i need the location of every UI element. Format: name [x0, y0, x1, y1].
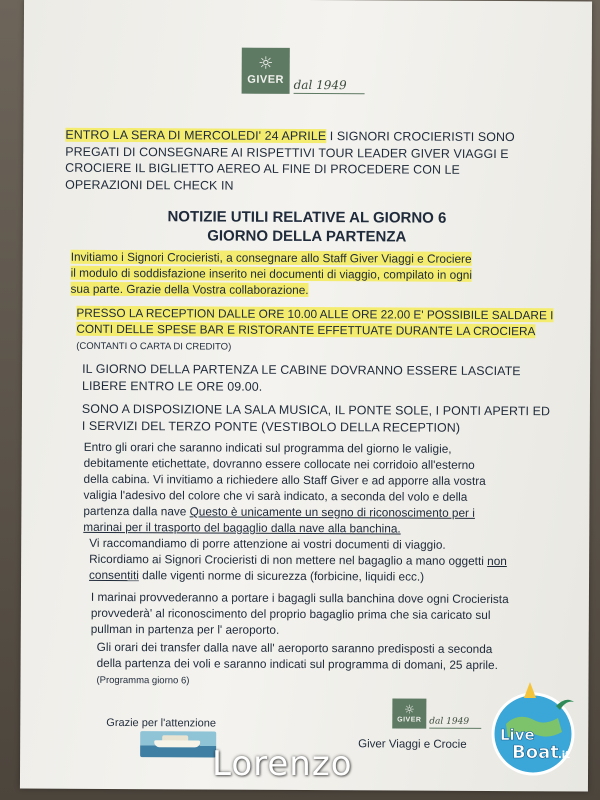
facilities-line1: SONO A DISPOSIZIONE LA SALA MUSICA, IL PONTE SOLE, I PONTI APERTI ED [81, 401, 551, 419]
feedback-line3: sua parte. Grazie della Vostra collaborazione. [70, 281, 309, 298]
sailors-line2: provvederà' al riconoscimento del proprio bagaglio prima che sia caricato sul [90, 605, 491, 622]
transfer-line3: (Programma giorno 6) [96, 674, 190, 687]
logo-brand-text: GIVER [247, 73, 285, 86]
badge-tld-text: .it [558, 750, 571, 761]
giver-logo-small-mark [392, 698, 426, 728]
intro-line1-rest: I SIGNORI CROCIERISTI SONO [326, 129, 515, 145]
feedback-paragraph [71, 249, 473, 299]
swirl-icon-small: ☼ [403, 702, 415, 717]
intro-highlight: ENTRO LA SERA DI MERCOLEDI' 24 APRILE [65, 127, 327, 144]
badge-boat-text: Boat [512, 742, 559, 763]
giver-logo [242, 48, 365, 95]
cabins-line1: IL GIORNO DELLA PARTENZA LE CABINE DOVRANNO ESSERE LASCIATE [82, 361, 521, 379]
facilities-paragraph [82, 401, 550, 436]
reception-line2: CONTI DELLE SPESE BAR E RISTORANTE EFFETTUATE DURANTE LA CROCIERA [76, 321, 536, 339]
documents-line2-underlined: non [487, 553, 507, 569]
transfer-paragraph [96, 639, 498, 691]
giver-logo-mark [242, 48, 290, 94]
luggage-paragraph [83, 439, 486, 537]
luggage-line2: debitamente etichettate, dovranno essere collocate nei corridoio all'esterno [83, 455, 475, 472]
closing-signature: Giver Viaggi e Crocie [358, 738, 467, 751]
author-watermark: Lorenzo [212, 744, 353, 784]
luggage-line6-underlined: marinai per il trasporto del bagaglio dalla nave alla banchina. [83, 519, 401, 536]
sailors-line1: I marinai provvederanno a portare i bagagli sulla banchina dove ogni Crocierista [90, 589, 509, 607]
intro-paragraph [65, 127, 515, 195]
documents-line2: Ricordiamo ai Signori Crocieristi di non mettere nel bagaglio a mano oggetti [89, 551, 488, 568]
documents-line1: Vi raccomandiamo di porre attenzione ai vostri documenti di viaggio. [89, 535, 446, 552]
logo-small-since-text: dal 1949 [429, 717, 481, 729]
sailors-paragraph [91, 589, 509, 639]
luggage-line5: partenza dalla nave [83, 503, 190, 519]
notice-sheet [20, 0, 592, 791]
luggage-line3: della cabina. Vi invitiamo a richiedere allo Staff Giver e ad apporre alla vostra [83, 471, 486, 488]
swirl-icon: ☼ [258, 53, 274, 74]
liveboat-logo [478, 676, 588, 786]
badge-sun-icon [524, 682, 536, 698]
feedback-line2: il modulo di soddisfazione inserito nei documenti di viaggio, compilato in ogni [70, 265, 472, 282]
logo-since-text: dal 1949 [294, 78, 365, 94]
title-line1: NOTIZIE UTILI RELATIVE AL GIORNO 6 [167, 208, 447, 227]
documents-paragraph [89, 535, 507, 585]
intro-line3: CROCIERE IL BIGLIETTO AEREO AL FINE DI PROCEDERE CON LE [65, 160, 460, 177]
cabins-paragraph [82, 361, 521, 396]
feedback-line1: Invitiamo i Signori Crocieristi, a consegnare allo Staff Giver Viaggi e Crociere [70, 249, 472, 266]
intro-line4: OPERAZIONI DEL CHECK IN [65, 177, 234, 193]
reception-line3: (CONTANTI O CARTA DI CREDITO) [76, 340, 232, 353]
luggage-line1: Entro gli orari che saranno indicati sul programma del giorno le valigie, [83, 439, 452, 456]
reception-paragraph [76, 305, 553, 357]
logo-small-brand-text: GIVER [397, 716, 422, 724]
cruise-ship-image [140, 731, 216, 757]
ship-hull [154, 740, 200, 747]
title-line2: GIORNO DELLA PARTENZA [207, 227, 407, 246]
closing-thanks: Grazie per l'attenzione [106, 716, 217, 730]
luggage-line4: valigia l'adesivo del colore che vi sarà indicato, a seconda del volo e della [83, 487, 468, 504]
reception-line1: PRESSO LA RECEPTION DALLE ORE 10.00 ALLE ORE 22.00 E' POSSIBILE SALDARE I [76, 305, 554, 323]
luggage-line5-underlined: Questo è unicamente un segno di riconoscimento per i [189, 504, 475, 520]
cabins-line2: LIBERE ENTRO LE ORE 09.00. [82, 378, 263, 394]
documents-line3-underlined: consentiti [89, 567, 139, 583]
transfer-line2: della partenza dei voli e saranno indicati sul programma di domani, 25 aprile. [96, 655, 498, 673]
intro-line2: PREGATI DI CONSEGNARE AI RISPETTIVI TOUR LEADER GIVER VIAGGI E [65, 144, 509, 161]
facilities-line2: I SERVIZI DEL TERZO PONTE (VESTIBOLO DELLA RECEPTION) [81, 418, 461, 435]
giver-logo-small [392, 698, 481, 728]
badge-live-text: Live [500, 726, 535, 744]
documents-line3: dalle vigenti norme di sicurezza (forbicine, liquidi ecc.) [138, 568, 425, 584]
page-title [23, 207, 591, 248]
transfer-line1: Gli orari dei transfer dalla nave all' aeroporto saranno predisposti a seconda [96, 639, 493, 656]
sailors-line3: pullman in partenza per l' aeroporto. [90, 621, 280, 637]
